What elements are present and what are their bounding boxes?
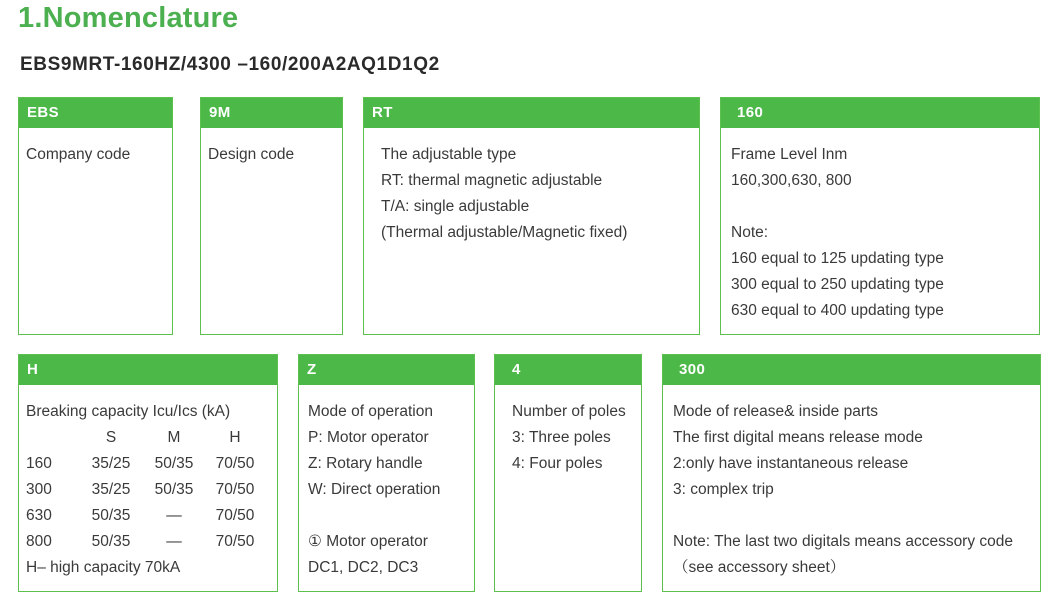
text-line: （see accessory sheet） — [673, 559, 846, 576]
card-number-of-poles — [494, 354, 642, 592]
text-line: Frame Level Inm — [731, 146, 848, 163]
card-body — [364, 128, 699, 334]
text-line: 3: Three poles — [512, 429, 611, 446]
breaking-capacity-table — [26, 425, 265, 555]
text-line: Company code — [26, 146, 131, 163]
table-cell: 70/50 — [215, 481, 255, 498]
text-line: 630 equal to 400 updating type — [731, 302, 944, 319]
card-body — [201, 128, 342, 334]
card-adjustable-type — [363, 97, 700, 335]
table-header-row — [26, 425, 265, 451]
card-body — [721, 128, 1039, 334]
table-cell: 160 — [26, 455, 52, 472]
table-row — [26, 451, 265, 477]
table-cell: 50/35 — [91, 533, 131, 550]
text-line: ① Motor operator — [308, 533, 428, 550]
table-cell: 50/35 — [154, 455, 194, 472]
card-header: 9M — [201, 98, 342, 128]
table-cell: 35/25 — [91, 481, 131, 498]
text-line: Note: The last two digitals means accessory code — [673, 533, 1014, 550]
card-operation-mode — [298, 354, 475, 592]
card-body — [299, 385, 474, 591]
text-line: 160,300,630, 800 — [731, 172, 852, 189]
table-cell: 800 — [26, 533, 52, 550]
table-cell: 70/50 — [215, 533, 255, 550]
text-line: Mode of release& inside parts — [673, 403, 879, 420]
text-line: RT: thermal magnetic adjustable — [381, 172, 603, 189]
card-header: H — [19, 355, 277, 385]
column-header: H — [229, 429, 241, 446]
text-line: 3: complex trip — [673, 481, 774, 498]
text-line: Design code — [208, 146, 295, 163]
text-line: The first digital means release mode — [673, 429, 923, 446]
text-line: W: Direct operation — [308, 481, 441, 498]
table-cell: 70/50 — [215, 455, 255, 472]
text-line: 300 equal to 250 updating type — [731, 276, 944, 293]
card-body — [19, 385, 277, 591]
text-line: 4: Four poles — [512, 455, 603, 472]
card-body — [19, 128, 172, 334]
table-cell: 300 — [26, 481, 52, 498]
text-line: (Thermal adjustable/Magnetic fixed) — [381, 224, 628, 241]
card-header: Z — [299, 355, 474, 385]
text-line: Z: Rotary handle — [308, 455, 423, 472]
card-header: RT — [364, 98, 699, 128]
table-cell: — — [166, 507, 182, 524]
column-header: M — [167, 429, 181, 446]
card-header: 160 — [721, 98, 1039, 128]
text-line: The adjustable type — [381, 146, 517, 163]
card-header: 300 — [663, 355, 1040, 385]
model-code: EBS9MRT-160HZ/4300 –160/200A2AQ1D1Q2 — [20, 54, 440, 75]
table-cell: 35/25 — [91, 455, 131, 472]
text-line: 160 equal to 125 updating type — [731, 250, 944, 267]
card-design-code — [200, 97, 343, 335]
table-cell: 630 — [26, 507, 52, 524]
card-header: 4 — [495, 355, 641, 385]
table-cell: 50/35 — [154, 481, 194, 498]
table-footer: H– high capacity 70kA — [26, 559, 181, 576]
card-body — [663, 385, 1040, 591]
card-body — [495, 385, 641, 591]
text-line: P: Motor operator — [308, 429, 429, 446]
table-row — [26, 477, 265, 503]
table-cell: 70/50 — [215, 507, 255, 524]
text-line: Number of poles — [512, 403, 626, 420]
text-line — [731, 194, 1032, 220]
card-frame-level — [720, 97, 1040, 335]
column-header: S — [105, 429, 117, 446]
text-line — [673, 503, 1033, 529]
card-company-code — [18, 97, 173, 335]
table-heading: Breaking capacity Icu/Ics (kA) — [26, 403, 231, 420]
text-line: Note: — [731, 224, 769, 241]
text-line: T/A: single adjustable — [381, 198, 530, 215]
text-line: Mode of operation — [308, 403, 433, 420]
table-row — [26, 529, 265, 555]
text-line: 2:only have instantaneous release — [673, 455, 909, 472]
card-header: EBS — [19, 98, 172, 128]
text-line — [308, 503, 467, 529]
table-cell: 50/35 — [91, 507, 131, 524]
text-line: DC1, DC2, DC3 — [308, 559, 419, 576]
page-title: 1.Nomenclature — [18, 2, 239, 34]
table-cell — [26, 425, 79, 451]
table-row — [26, 503, 265, 529]
card-release-mode — [662, 354, 1041, 592]
card-breaking-capacity — [18, 354, 278, 592]
table-cell: — — [166, 533, 182, 550]
